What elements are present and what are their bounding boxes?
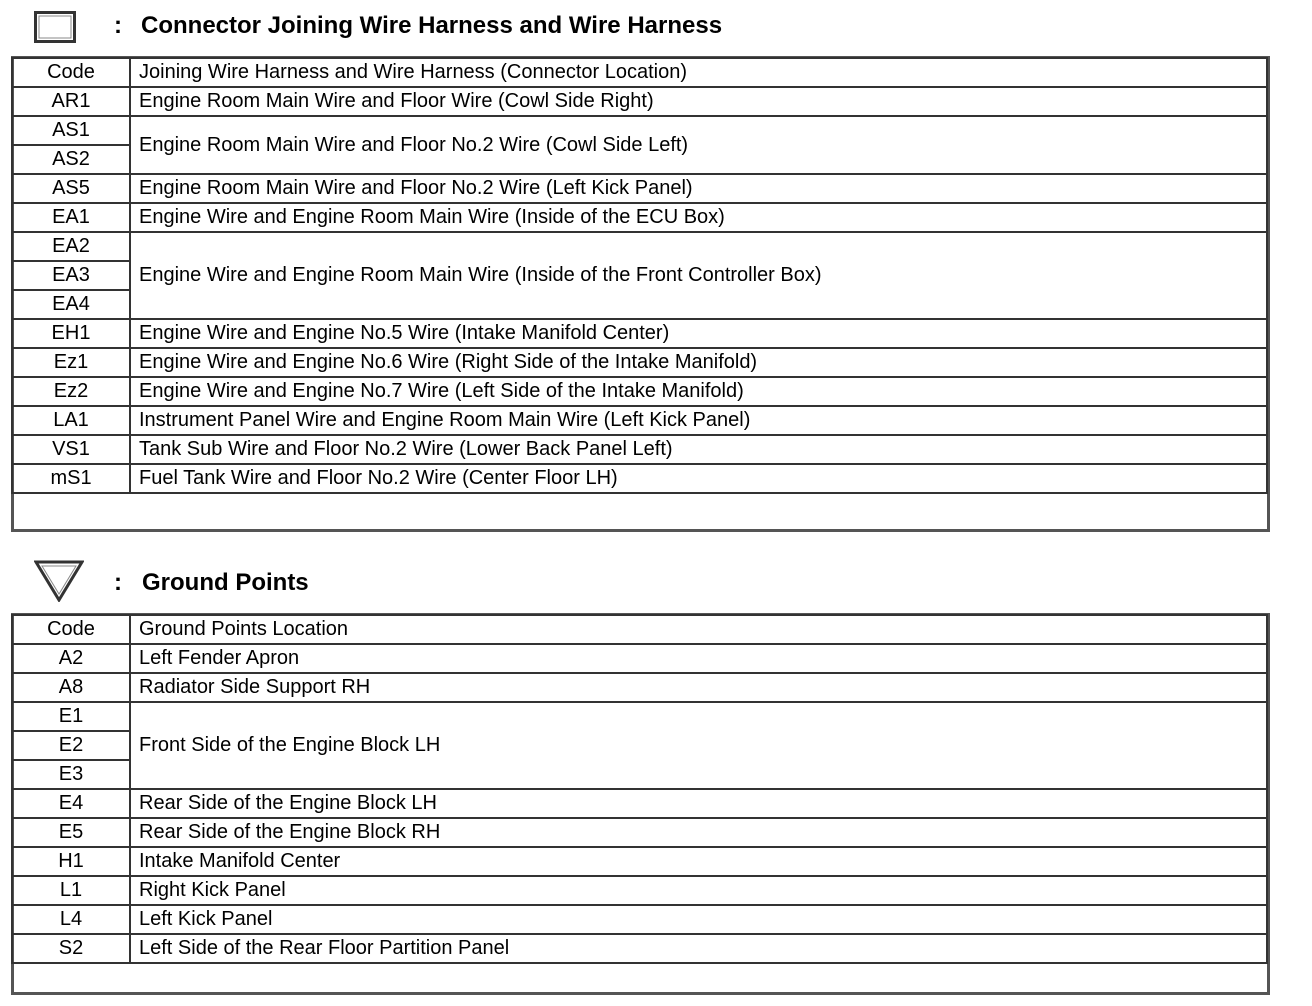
table-header-row: [12, 615, 1267, 644]
code-cell: VS1: [12, 435, 130, 464]
description-cell: Tank Sub Wire and Floor No.2 Wire (Lower Back Panel Left): [130, 435, 1267, 464]
description-cell: Engine Wire and Engine No.6 Wire (Right Side of the Intake Manifold): [130, 348, 1267, 377]
ground-table: [11, 614, 1268, 964]
table-row: [12, 789, 1267, 818]
description-column-header: Joining Wire Harness and Wire Harness (Connector Location): [130, 58, 1267, 87]
connector-table: [11, 57, 1268, 494]
code-cell: E4: [12, 789, 130, 818]
code-cell: mS1: [12, 464, 130, 493]
table-row: [12, 702, 1267, 731]
table-row: [12, 644, 1267, 673]
table-row: [12, 435, 1267, 464]
code-cell: E5: [12, 818, 130, 847]
table-header-row: [12, 58, 1267, 87]
code-cell: EA3: [12, 261, 130, 290]
table-row: [12, 348, 1267, 377]
table-row: [12, 203, 1267, 232]
table-row: [12, 876, 1267, 905]
code-cell: E2: [12, 731, 130, 760]
table-row: [12, 905, 1267, 934]
description-cell: Right Kick Panel: [130, 876, 1267, 905]
table-row: [12, 319, 1267, 348]
description-cell: Engine Room Main Wire and Floor Wire (Cowl Side Right): [130, 87, 1267, 116]
code-cell: A8: [12, 673, 130, 702]
code-cell: L1: [12, 876, 130, 905]
description-cell: Engine Wire and Engine No.7 Wire (Left Side of the Intake Manifold): [130, 377, 1267, 406]
table-row: [12, 673, 1267, 702]
description-cell: Front Side of the Engine Block LH: [130, 702, 1267, 789]
description-cell: Engine Room Main Wire and Floor No.2 Wire (Cowl Side Left): [130, 116, 1267, 174]
description-cell: Engine Wire and Engine No.5 Wire (Intake Manifold Center): [130, 319, 1267, 348]
code-cell: E1: [12, 702, 130, 731]
code-cell: L4: [12, 905, 130, 934]
table-row: [12, 116, 1267, 145]
description-cell: Instrument Panel Wire and Engine Room Main Wire (Left Kick Panel): [130, 406, 1267, 435]
ground-section-title: Ground Points: [142, 569, 309, 596]
table-row: [12, 818, 1267, 847]
code-cell: S2: [12, 934, 130, 963]
header-colon: :: [114, 569, 122, 596]
code-cell: H1: [12, 847, 130, 876]
connector-section-header: [0, 4, 1312, 44]
table-row: [12, 934, 1267, 963]
description-cell: Rear Side of the Engine Block RH: [130, 818, 1267, 847]
description-column-header: Ground Points Location: [130, 615, 1267, 644]
table-row: [12, 174, 1267, 203]
connector-section-title: Connector Joining Wire Harness and Wire Harness: [141, 12, 723, 39]
description-cell: Engine Room Main Wire and Floor No.2 Wire (Left Kick Panel): [130, 174, 1267, 203]
header-colon: :: [114, 12, 122, 39]
description-cell: Left Fender Apron: [130, 644, 1267, 673]
table-row: [12, 232, 1267, 261]
code-cell: AR1: [12, 87, 130, 116]
description-cell: Radiator Side Support RH: [130, 673, 1267, 702]
description-cell: Engine Wire and Engine Room Main Wire (Inside of the ECU Box): [130, 203, 1267, 232]
table-row: [12, 847, 1267, 876]
code-cell: AS2: [12, 145, 130, 174]
code-cell: EH1: [12, 319, 130, 348]
table-row: [12, 377, 1267, 406]
ground-section-header: [0, 560, 1312, 600]
code-cell: E3: [12, 760, 130, 789]
description-cell: Intake Manifold Center: [130, 847, 1267, 876]
description-cell: Left Side of the Rear Floor Partition Panel: [130, 934, 1267, 963]
description-cell: Fuel Tank Wire and Floor No.2 Wire (Center Floor LH): [130, 464, 1267, 493]
table-row: [12, 464, 1267, 493]
code-cell: Ez1: [12, 348, 130, 377]
rectangle-icon: [34, 11, 76, 48]
code-column-header: Code: [12, 58, 130, 87]
code-cell: Ez2: [12, 377, 130, 406]
code-cell: LA1: [12, 406, 130, 435]
table-row: [12, 406, 1267, 435]
triangle-down-icon: [34, 560, 84, 607]
code-cell: EA4: [12, 290, 130, 319]
description-cell: Rear Side of the Engine Block LH: [130, 789, 1267, 818]
code-column-header: Code: [12, 615, 130, 644]
description-cell: Engine Wire and Engine Room Main Wire (Inside of the Front Controller Box): [130, 232, 1267, 319]
description-cell: Left Kick Panel: [130, 905, 1267, 934]
code-cell: EA2: [12, 232, 130, 261]
code-cell: AS1: [12, 116, 130, 145]
table-row: [12, 87, 1267, 116]
code-cell: EA1: [12, 203, 130, 232]
code-cell: A2: [12, 644, 130, 673]
code-cell: AS5: [12, 174, 130, 203]
